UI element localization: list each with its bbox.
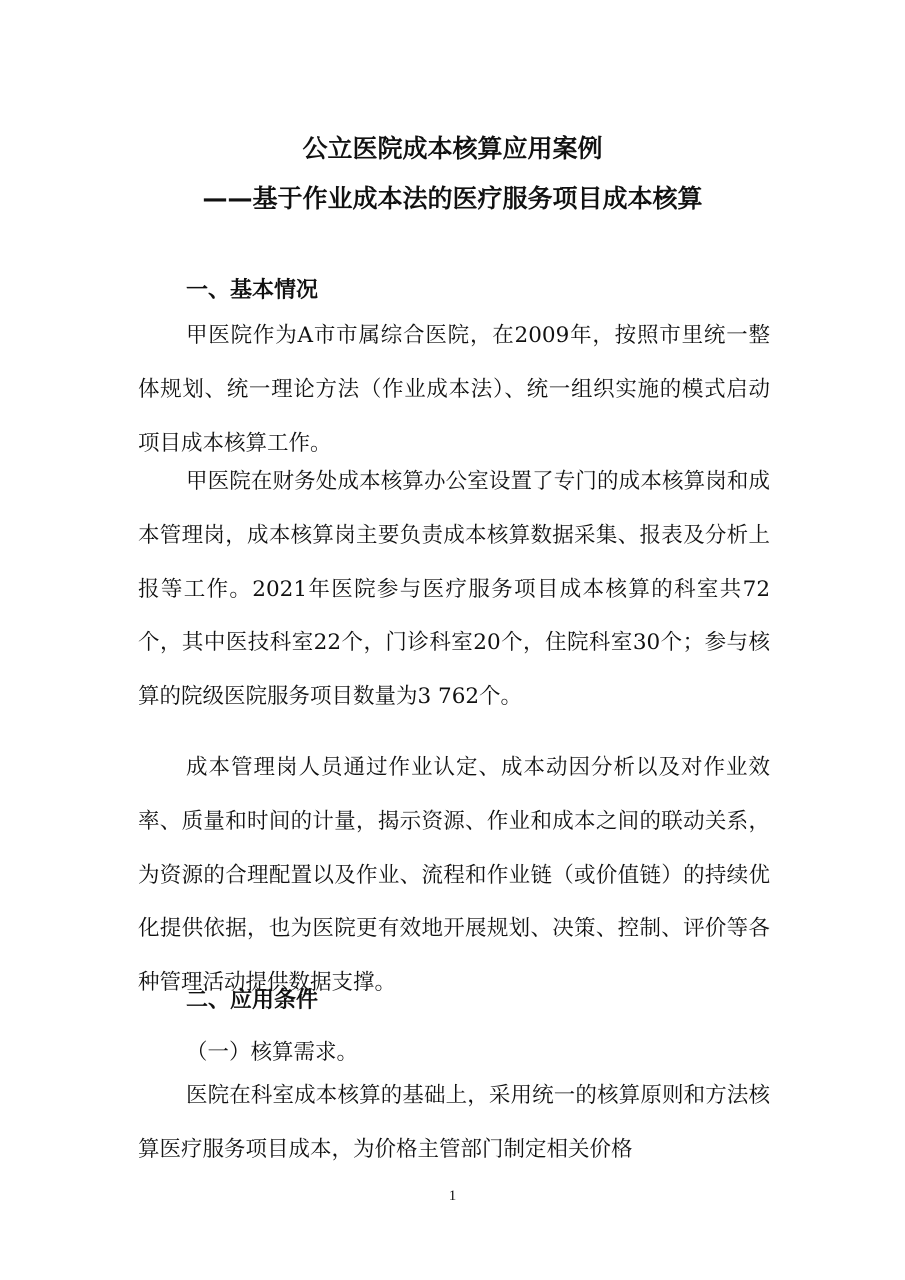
section-heading-conditions: 二、应用条件: [186, 988, 319, 1013]
paragraph-accounting-needs: 医院在科室成本核算的基础上，采用统一的核算原则和方法核算医疗服务项目成本，为价格主管部门制定相关价格: [138, 1083, 770, 1162]
document-title: 公立医院成本核算应用案例: [302, 134, 603, 163]
paragraph-cost-management: 成本管理岗人员通过作业认定、成本动因分析以及对作业效率、质量和时间的计量，揭示资源、作业和成本之间的联动关系，为资源的合理配置以及作业、流程和作业链（或价值链）的持续优化提供依据，也为医院更有效地开展规划、决策、控制、评价等各种管理活动提供数据支撑。: [138, 755, 770, 996]
paragraph-intro: 甲医院作为A市市属综合医院，在2009年，按照市里统一整体规划、统一理论方法（作业成本法）、统一组织实施的模式启动项目成本核算工作。: [138, 323, 770, 456]
section-heading-basic-info: 一、基本情况: [186, 278, 319, 303]
document-subtitle: ——基于作业成本法的医疗服务项目成本核算: [202, 184, 703, 213]
subsection-heading-accounting-needs: （一）核算需求。: [186, 1040, 359, 1065]
page-number: 1: [448, 1188, 457, 1204]
paragraph-cost-posts: 甲医院在财务处成本核算办公室设置了专门的成本核算岗和成本管理岗，成本核算岗主要负责成本核算数据采集、报表及分析上报等工作。2021年医院参与医疗服务项目成本核算的科室共72个，其中医技科室22个，门诊科室20个，住院科室30个；参与核算的院级医院服务项目数量为3 762个。: [138, 469, 770, 710]
